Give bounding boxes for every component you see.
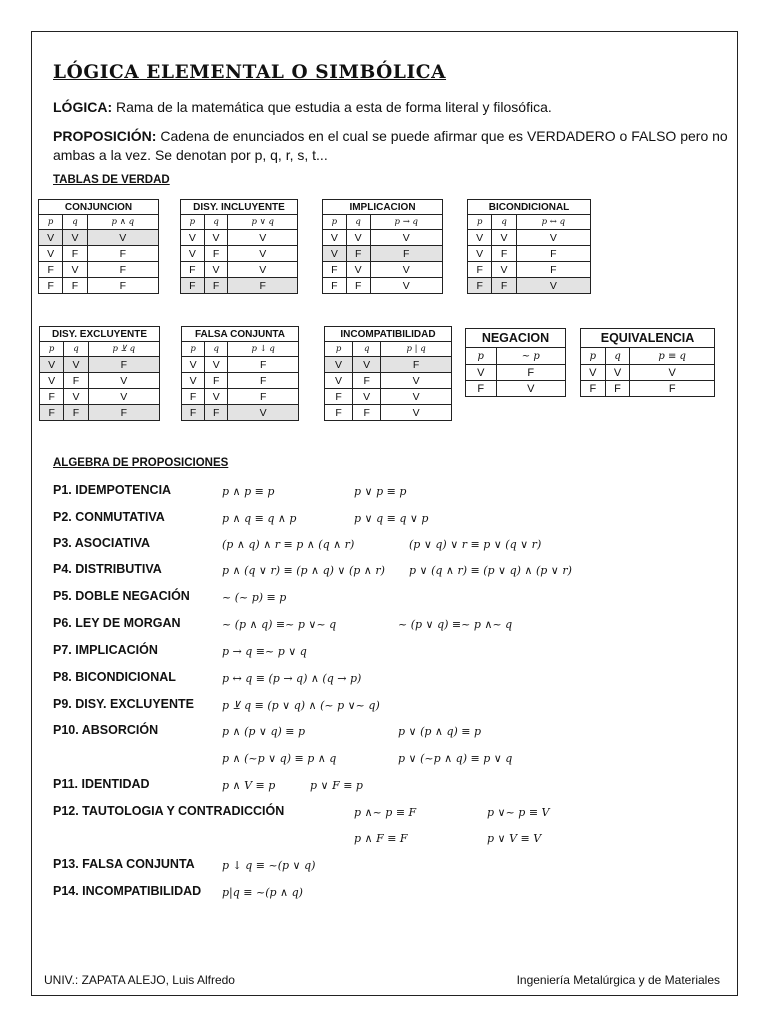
table-cell: F: [39, 262, 63, 278]
table-cell: F: [466, 381, 497, 397]
p2-formula-1: p ∧ q ≡ q ∧ p: [222, 512, 297, 525]
table-bicondicional: [467, 199, 591, 294]
table-row: [182, 405, 299, 421]
table-title: FALSA CONJUNTA: [182, 327, 299, 342]
table-row: [39, 278, 159, 294]
table-cell: F: [64, 373, 88, 389]
table-cell: V: [516, 230, 590, 246]
table-header-cell: p: [325, 342, 353, 357]
table-cell: V: [468, 230, 492, 246]
table-row: [182, 357, 299, 373]
table-cell: V: [346, 230, 370, 246]
table-cell: V: [63, 262, 87, 278]
table-cell: F: [605, 381, 630, 397]
p3-label: P3. ASOCIATIVA: [53, 536, 151, 550]
p3-formula-2: (p ∨ q) ∨ r ≡ p ∨ (q ∨ r): [409, 538, 542, 551]
table-row: [181, 246, 298, 262]
table-cell: F: [88, 405, 159, 421]
table-implicacion: [322, 199, 443, 294]
table-row: [323, 278, 443, 294]
table-cell: V: [39, 230, 63, 246]
table-cell: F: [87, 246, 158, 262]
p5-formula-1: ~ (~ p) ≡ p: [222, 591, 287, 604]
p1-label: P1. IDEMPOTENCIA: [53, 483, 172, 497]
table-cell: V: [492, 262, 516, 278]
table-cell: F: [346, 278, 370, 294]
table-row: [325, 373, 452, 389]
table-header-cell: q: [353, 342, 381, 357]
p11-formula-2: p ∨ F ≡ p: [310, 779, 363, 792]
table-row: [323, 230, 443, 246]
table-header-cell: p: [181, 215, 205, 230]
footer-department: Ingeniería Metalúrgica y de Materiales: [516, 973, 720, 987]
table-cell: V: [381, 373, 452, 389]
table-cell: V: [181, 230, 205, 246]
table-cell: V: [228, 230, 298, 246]
table-header-cell: p ≡ q: [630, 348, 715, 365]
table-title: DISY. INCLUYENTE: [181, 200, 298, 215]
p9-formula-1: p ⊻ q ≡ (p ∨ q) ∧ (~ p ∨~ q): [222, 699, 380, 712]
table-cell: F: [182, 389, 205, 405]
table-cell: F: [492, 246, 516, 262]
table-row: [39, 230, 159, 246]
table-cell: F: [581, 381, 606, 397]
table-title: NEGACION: [466, 329, 566, 348]
p13-label: P13. FALSA CONJUNTA: [53, 857, 195, 871]
table-header-cell: p ↔ q: [516, 215, 590, 230]
document-title: LÓGICA ELEMENTAL O SIMBÓLICA: [53, 62, 447, 83]
table-cell: V: [496, 381, 565, 397]
p8-label: P8. BICONDICIONAL: [53, 670, 176, 684]
table-header-cell: q: [492, 215, 516, 230]
table-header-cell: q: [63, 215, 87, 230]
table-cell: F: [204, 246, 228, 262]
table-cell: V: [466, 365, 497, 381]
logica-definition: [53, 98, 723, 117]
table-row: [468, 230, 591, 246]
table-cell: F: [353, 405, 381, 421]
table-cell: V: [468, 246, 492, 262]
p14-label: P14. INCOMPATIBILIDAD: [53, 884, 202, 898]
table-header-cell: p: [40, 342, 64, 357]
table-row: [323, 262, 443, 278]
table-cell: F: [516, 246, 590, 262]
table-header-cell: p: [468, 215, 492, 230]
table-cell: V: [64, 389, 88, 405]
table-title: DISY. EXCLUYENTE: [40, 327, 160, 342]
table-cell: V: [40, 373, 64, 389]
table-cell: V: [323, 230, 347, 246]
table-cell: V: [630, 365, 715, 381]
table-negacion: [465, 328, 566, 397]
table-header-cell: p ⊻ q: [88, 342, 159, 357]
table-header-cell: p ∨ q: [228, 215, 298, 230]
p12-formula-4: p ∨ V ≡ V: [487, 832, 542, 845]
table-row: [325, 405, 452, 421]
table-cell: V: [88, 389, 159, 405]
p4-label: P4. DISTRIBUTIVA: [53, 562, 162, 576]
table-row: [466, 365, 566, 381]
table-row: [182, 373, 299, 389]
table-cell: V: [182, 357, 205, 373]
table-incompatibilidad: [324, 326, 452, 421]
table-row: [468, 278, 591, 294]
table-row: [468, 246, 591, 262]
table-cell: F: [516, 262, 590, 278]
table-cell: F: [346, 246, 370, 262]
table-cell: V: [325, 373, 353, 389]
p12-label: P12. TAUTOLOGIA Y CONTRADICCIÓN: [53, 804, 285, 818]
table-cell: V: [370, 262, 442, 278]
table-cell: F: [39, 278, 63, 294]
table-title: CONJUNCION: [39, 200, 159, 215]
table-cell: V: [492, 230, 516, 246]
table-cell: F: [64, 405, 88, 421]
table-header-cell: p ↓ q: [228, 342, 299, 357]
table-cell: F: [630, 381, 715, 397]
table-cell: V: [204, 262, 228, 278]
table-row: [325, 357, 452, 373]
p2-formula-2: p ∨ q ≡ q ∨ p: [354, 512, 429, 525]
p12-formula-1: p ∧~ p ≡ F: [354, 806, 417, 819]
logica-label: LÓGICA:: [53, 99, 113, 115]
table-cell: V: [581, 365, 606, 381]
table-cell: V: [88, 373, 159, 389]
p6-label: P6. LEY DE MORGAN: [53, 616, 181, 630]
table-cell: V: [325, 357, 353, 373]
table-row: [468, 262, 591, 278]
table-header-cell: q: [205, 342, 228, 357]
table-cell: F: [87, 278, 158, 294]
table-cell: F: [40, 389, 64, 405]
table-header-cell: p: [466, 348, 497, 365]
table-cell: F: [468, 262, 492, 278]
table-cell: F: [468, 278, 492, 294]
p9-label: P9. DISY. EXCLUYENTE: [53, 697, 195, 711]
proposicion-text: Cadena de enunciados en el cual se puede afirmar que es VERDADERO o FALSO pero no ambas a la vez. Se denotan por p, q, r, s, t...: [53, 128, 728, 163]
table-row: [182, 389, 299, 405]
table-header-cell: p: [323, 215, 347, 230]
table-header-cell: p: [581, 348, 606, 365]
table-row: [40, 373, 160, 389]
table-cell: F: [181, 262, 205, 278]
table-cell: F: [182, 405, 205, 421]
table-row: [40, 405, 160, 421]
p5-label: P5. DOBLE NEGACIÓN: [53, 589, 190, 603]
table-cell: V: [323, 246, 347, 262]
table-header-cell: ~ p: [496, 348, 565, 365]
table-disy-incluyente: [180, 199, 298, 294]
table-cell: F: [496, 365, 565, 381]
table-cell: V: [605, 365, 630, 381]
p1-formula-1: p ∧ p ≡ p: [222, 485, 275, 498]
table-cell: V: [516, 278, 590, 294]
p11-label: P11. IDENTIDAD: [53, 777, 150, 791]
table-header-cell: q: [64, 342, 88, 357]
table-header-cell: q: [605, 348, 630, 365]
table-cell: F: [228, 278, 298, 294]
table-cell: F: [204, 278, 228, 294]
table-header-cell: q: [346, 215, 370, 230]
proposicion-label: PROPOSICIÓN:: [53, 128, 157, 144]
table-row: [40, 357, 160, 373]
table-cell: F: [181, 278, 205, 294]
table-row: [581, 365, 715, 381]
footer-author: UNIV.: ZAPATA ALEJO, Luis Alfredo: [44, 973, 235, 987]
p4-formula-1: p ∧ (q ∨ r) ≡ (p ∧ q) ∨ (p ∧ r): [222, 564, 385, 577]
p3-formula-1: (p ∧ q) ∧ r ≡ p ∧ (q ∧ r): [222, 538, 355, 551]
p11-formula-1: p ∧ V ≡ p: [222, 779, 276, 792]
table-cell: V: [181, 246, 205, 262]
table-cell: F: [88, 357, 159, 373]
table-cell: F: [323, 262, 347, 278]
table-cell: V: [205, 357, 228, 373]
p6-formula-1: ~ (p ∧ q) ≡~ p ∨~ q: [222, 618, 337, 631]
table-cell: V: [228, 405, 299, 421]
p1-formula-2: p ∨ p ≡ p: [354, 485, 407, 498]
table-cell: V: [346, 262, 370, 278]
p8-formula-1: p ↔ q ≡ (p → q) ∧ (q → p): [222, 672, 362, 685]
table-header-cell: p → q: [370, 215, 442, 230]
table-cell: V: [228, 262, 298, 278]
table-cell: F: [325, 389, 353, 405]
table-row: [181, 278, 298, 294]
table-cell: F: [325, 405, 353, 421]
table-cell: V: [182, 373, 205, 389]
table-cell: F: [63, 278, 87, 294]
truth-tables-heading: TABLAS DE VERDAD: [53, 174, 170, 186]
table-cell: F: [205, 405, 228, 421]
table-cell: F: [370, 246, 442, 262]
table-cell: F: [40, 405, 64, 421]
p4-formula-2: p ∨ (q ∧ r) ≡ (p ∨ q) ∧ (p ∨ r): [409, 564, 572, 577]
p7-label: P7. IMPLICACIÓN: [53, 643, 158, 657]
table-row: [39, 246, 159, 262]
p2-label: P2. CONMUTATIVA: [53, 510, 165, 524]
p10-label: P10. ABSORCIÓN: [53, 723, 159, 737]
table-cell: V: [205, 389, 228, 405]
table-cell: V: [370, 230, 442, 246]
table-row: [40, 389, 160, 405]
table-row: [39, 262, 159, 278]
table-cell: F: [228, 357, 299, 373]
table-cell: V: [39, 246, 63, 262]
table-cell: F: [381, 357, 452, 373]
table-conjuncion: [38, 199, 159, 294]
table-row: [181, 230, 298, 246]
p12-formula-2: p ∨~ p ≡ V: [487, 806, 550, 819]
table-cell: F: [228, 373, 299, 389]
p7-formula-1: p → q ≡~ p ∨ q: [222, 645, 307, 658]
table-cell: V: [64, 357, 88, 373]
table-header-cell: p ∧ q: [87, 215, 158, 230]
table-row: [581, 381, 715, 397]
table-cell: V: [204, 230, 228, 246]
table-cell: F: [492, 278, 516, 294]
p13-formula-1: p ↓ q ≡ ~(p ∨ q): [222, 859, 316, 872]
proposicion-definition: [53, 127, 733, 165]
p14-formula-1: p|q ≡ ~(p ∧ q): [222, 886, 303, 899]
p6-formula-2: ~ (p ∨ q) ≡~ p ∧~ q: [398, 618, 513, 631]
table-cell: F: [87, 262, 158, 278]
table-cell: V: [381, 389, 452, 405]
table-title: EQUIVALENCIA: [581, 329, 715, 348]
table-cell: V: [370, 278, 442, 294]
table-disy-excluyente: [39, 326, 160, 421]
table-row: [323, 246, 443, 262]
p12-formula-3: p ∧ F ≡ F: [354, 832, 408, 845]
table-cell: F: [63, 246, 87, 262]
table-falsa-conjunta: [181, 326, 299, 421]
table-cell: V: [228, 246, 298, 262]
table-header-cell: p | q: [381, 342, 452, 357]
table-row: [181, 262, 298, 278]
table-cell: V: [63, 230, 87, 246]
p10-formula-1: p ∧ (p ∨ q) ≡ p: [222, 725, 306, 738]
table-cell: F: [228, 389, 299, 405]
table-row: [325, 389, 452, 405]
table-cell: V: [87, 230, 158, 246]
table-header-cell: q: [204, 215, 228, 230]
table-header-cell: p: [182, 342, 205, 357]
table-cell: V: [353, 389, 381, 405]
table-header-cell: p: [39, 215, 63, 230]
p10-formula-2: p ∨ (p ∧ q) ≡ p: [398, 725, 482, 738]
table-title: BICONDICIONAL: [468, 200, 591, 215]
p10-formula-4: p ∨ (~p ∧ q) ≡ p ∨ q: [398, 752, 513, 765]
table-cell: F: [205, 373, 228, 389]
logica-text: Rama de la matemática que estudia a esta de forma literal y filosófica.: [112, 99, 552, 115]
p10-formula-3: p ∧ (~p ∨ q) ≡ p ∧ q: [222, 752, 337, 765]
table-cell: V: [381, 405, 452, 421]
table-cell: F: [323, 278, 347, 294]
algebra-heading: ALGEBRA DE PROPOSICIONES: [53, 457, 229, 469]
table-row: [466, 381, 566, 397]
table-title: INCOMPATIBILIDAD: [325, 327, 452, 342]
table-cell: V: [353, 357, 381, 373]
table-cell: V: [40, 357, 64, 373]
table-equivalencia: [580, 328, 715, 397]
table-title: IMPLICACION: [323, 200, 443, 215]
table-cell: F: [353, 373, 381, 389]
